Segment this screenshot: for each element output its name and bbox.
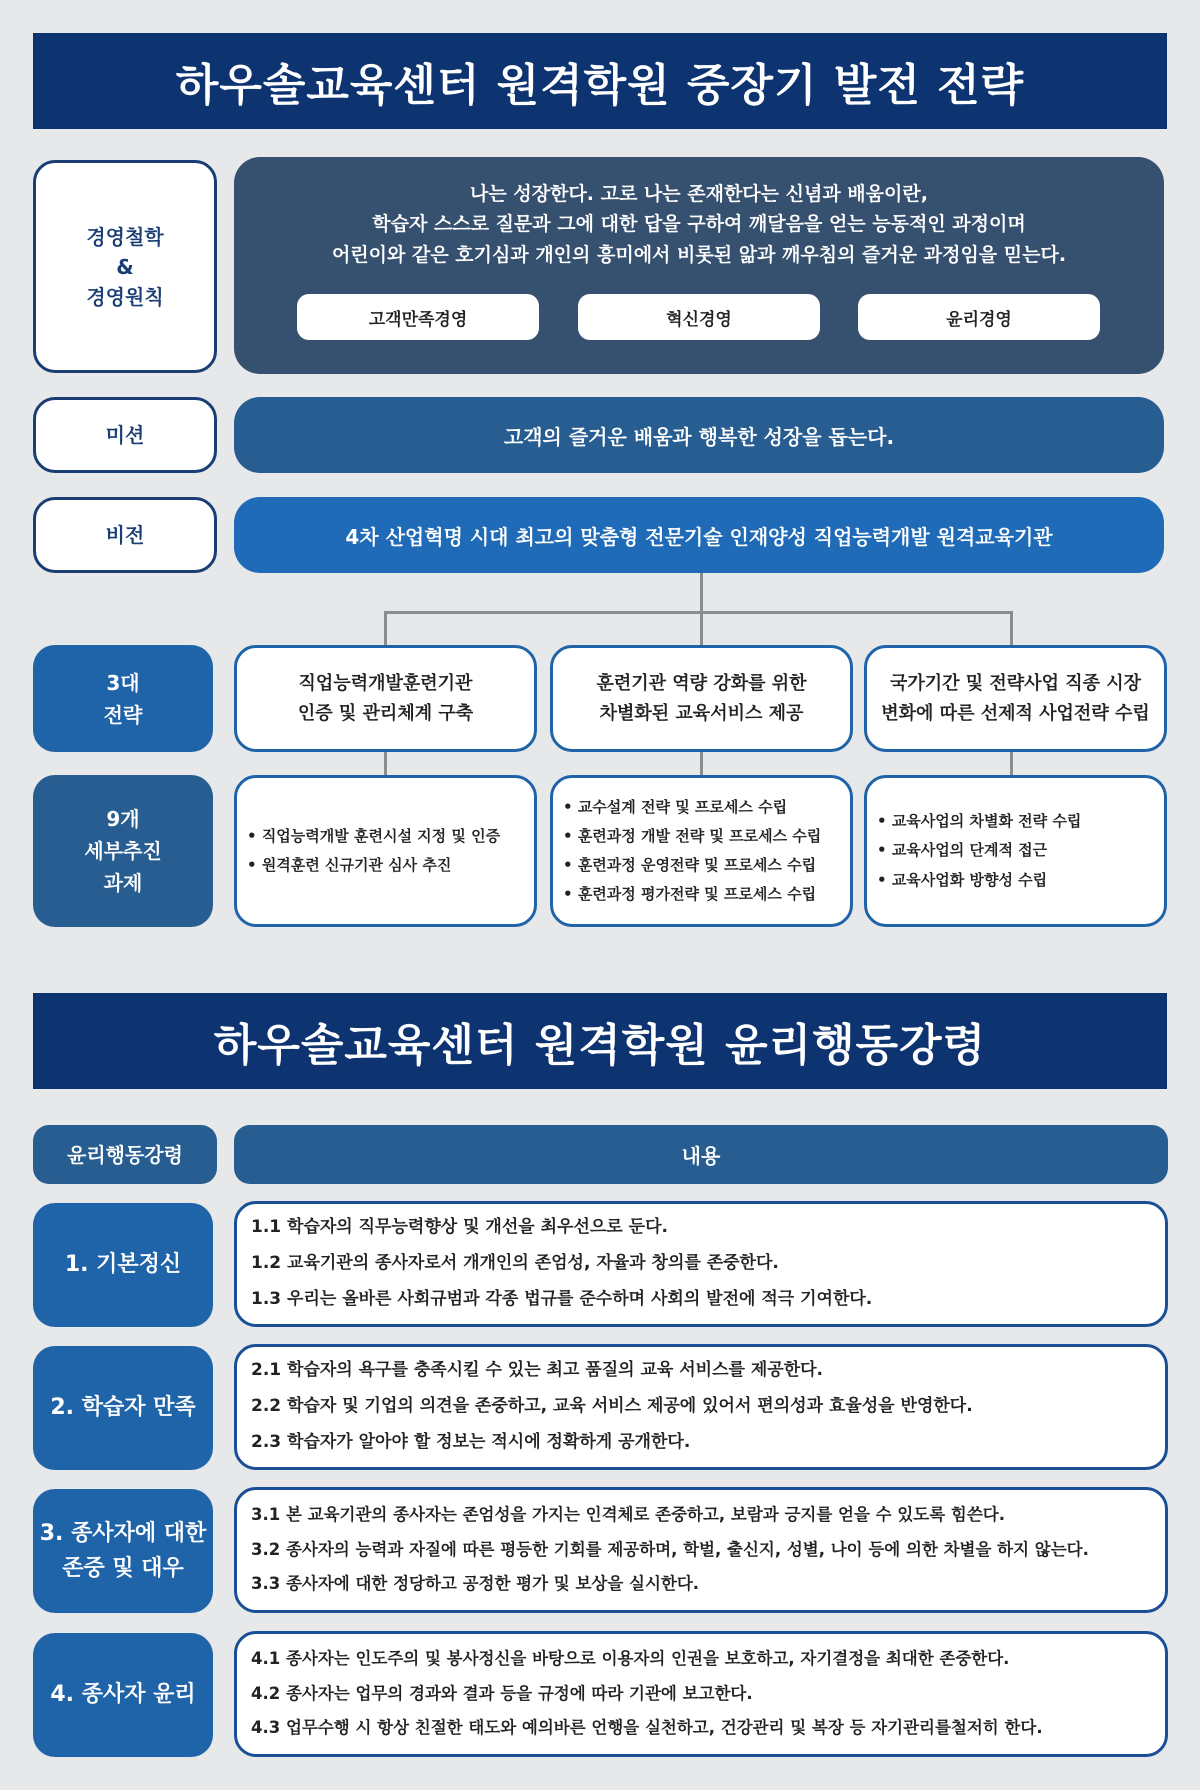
pill-ethics: 윤리경영 [858, 294, 1100, 340]
task-box-2 [550, 775, 853, 927]
task-item: • 훈련과정 개발 전략 및 프로세스 수립 [563, 822, 850, 851]
ethics-box-2 [234, 1344, 1168, 1470]
ethics-line: 3.2 종사자의 능력과 자질에 따른 평등한 기회를 제공하며, 학벌, 출신지, 성별, 나이 등에 의한 차별을 하지 않는다. [251, 1539, 1089, 1559]
philosophy-label [33, 160, 217, 373]
strategy-3-line1: 국가기간 및 전략사업 직종 시장 [889, 672, 1142, 694]
task-item: • 교육사업의 차별화 전략 수립 [877, 807, 1164, 836]
vision-label-text: 비전 [105, 523, 145, 547]
strategies-label [33, 645, 213, 752]
ethics-label-1 [33, 1203, 213, 1327]
connector-task-center [700, 752, 703, 777]
philosophy-label-line1: 경영철학 [86, 224, 164, 249]
connector-drop-center [700, 611, 703, 647]
tasks-label-line1: 9개 [106, 807, 140, 831]
strategy-1-line1: 직업능력개발훈련기관 [298, 672, 473, 694]
pill-customer-satisfaction: 고객만족경영 [297, 294, 539, 340]
strategy-3-line2: 변화에 따른 선제적 사업전략 수립 [881, 702, 1150, 724]
ethics-box-4 [234, 1631, 1168, 1757]
philosophy-text-line3: 어린이와 같은 호기심과 개인의 흥미에서 비롯된 앎과 깨우침의 즐거운 과정임을 믿는다. [331, 243, 1067, 266]
tasks-label-line3: 과제 [103, 871, 143, 895]
ethics-line: 3.3 종사자에 대한 정당하고 공정한 평가 및 보상을 실시한다. [251, 1574, 700, 1594]
ethics-line: 3.1 본 교육기관의 종사자는 존엄성을 가지는 인격체로 존중하고, 보람과 긍지를 얻을 수 있도록 힘쓴다. [251, 1505, 1006, 1525]
vision-text: 4차 산업혁명 시대 최고의 맞춤형 전문기술 인재양성 직업능력개발 원격교육기관 [345, 524, 1053, 549]
strategy-box-2 [550, 645, 853, 752]
task-item: • 직업능력개발 훈련시설 지정 및 인증 [247, 822, 534, 851]
ethics-header-label [33, 1125, 217, 1184]
ethics-line: 2.2 학습자 및 기업의 의견을 존중하고, 교육 서비스 제공에 있어서 편의성과 효율성을 반영한다. [251, 1396, 973, 1417]
mission-label-text: 미션 [105, 423, 145, 447]
connector-task-right [1010, 752, 1013, 777]
task-box-3 [864, 775, 1167, 927]
connector-horizontal [384, 611, 1013, 614]
tasks-label [33, 775, 213, 927]
tasks-label-line2: 세부추진 [84, 839, 162, 863]
ethics-header-content-text: 내용 [681, 1144, 721, 1168]
task-box-1 [234, 775, 537, 927]
philosophy-panel [234, 157, 1164, 374]
task-item: • 교육사업의 단계적 접근 [877, 836, 1164, 865]
ethics-title: 하우솔교육센터 원격학원 윤리행동강령 [213, 1020, 987, 1071]
task-item: • 훈련과정 운영전략 및 프로세스 수립 [563, 851, 850, 880]
mission-text: 고객의 즐거운 배움과 행복한 성장을 돕는다. [503, 424, 895, 449]
ethics-label-3-line2: 존중 및 대우 [62, 1556, 184, 1581]
ethics-line: 1.1 학습자의 직무능력향상 및 개선을 최우선으로 둔다. [251, 1217, 668, 1238]
task-item: • 훈련과정 평가전략 및 프로세스 수립 [563, 880, 850, 909]
vision-panel [234, 497, 1164, 573]
ethics-header-label-text: 윤리행동강령 [67, 1142, 183, 1167]
strategy-1-line2: 인증 및 관리체계 구축 [297, 702, 474, 724]
strategy-box-1 [234, 645, 537, 752]
strategies-label-line2: 전략 [103, 702, 143, 727]
ethics-label-4 [33, 1633, 213, 1757]
connector-task-left [384, 752, 387, 777]
ethics-line: 4.3 업무수행 시 항상 친절한 태도와 예의바른 언행을 실천하고, 건강관리 및 복장 등 자기관리를철저히 한다. [251, 1718, 1043, 1738]
ethics-line: 4.1 종사자는 인도주의 및 봉사정신을 바탕으로 이용자의 인권을 보호하고, 자기결정을 최대한 존중한다. [251, 1649, 1010, 1669]
strategies-label-line1: 3대 [106, 670, 140, 695]
philosophy-text-line2: 학습자 스스로 질문과 그에 대한 답을 구하여 깨달음을 얻는 능동적인 과정이며 [372, 213, 1026, 236]
mission-label [33, 397, 217, 473]
ethics-line: 2.1 학습자의 욕구를 충족시킬 수 있는 최고 품질의 교육 서비스를 제공한다. [251, 1360, 823, 1381]
ethics-title-banner [33, 993, 1167, 1089]
ethics-label-1-line1: 1. 기본정신 [64, 1252, 182, 1278]
strategy-2-line2: 차별화된 교육서비스 제공 [599, 702, 804, 724]
ethics-label-3-line1: 3. 종사자에 대한 [39, 1520, 207, 1546]
vision-label [33, 497, 217, 573]
strategy-2-line1: 훈련기관 역량 강화를 위한 [596, 672, 807, 694]
philosophy-label-line3: 경영원칙 [86, 284, 164, 309]
philosophy-label-line2: & [116, 254, 134, 279]
ethics-label-4-line1: 4. 종사자 윤리 [50, 1682, 196, 1708]
mission-panel [234, 397, 1164, 473]
ethics-line: 1.2 교육기관의 종사자로서 개개인의 존엄성, 자율과 창의를 존중한다. [251, 1253, 779, 1274]
philosophy-text-line1: 나는 성장한다. 고로 나는 존재한다는 신념과 배움이란, [470, 183, 928, 205]
task-item: • 교육사업화 방향성 수립 [877, 866, 1164, 895]
ethics-line: 4.2 종사자는 업무의 경과와 결과 등을 규정에 따라 기관에 보고한다. [251, 1683, 753, 1703]
ethics-line: 1.3 우리는 올바른 사회규범과 각종 법규를 준수하며 사회의 발전에 적극 기여한다. [251, 1288, 873, 1309]
task-item: • 원격훈련 신규기관 심사 추진 [247, 851, 534, 880]
ethics-header-content [234, 1125, 1168, 1184]
strategy-box-3 [864, 645, 1167, 752]
connector-drop-left [384, 611, 387, 647]
ethics-label-2-line1: 2. 학습자 만족 [50, 1395, 196, 1421]
strategy-title-banner [33, 33, 1167, 129]
ethics-box-3 [234, 1487, 1168, 1613]
connector-drop-right [1010, 611, 1013, 647]
ethics-box-1 [234, 1201, 1168, 1327]
connector-vertical-main [700, 573, 703, 613]
ethics-label-2 [33, 1346, 213, 1470]
ethics-line: 2.3 학습자가 알아야 할 정보는 적시에 정확하게 공개한다. [251, 1431, 691, 1452]
task-item: • 교수설계 전략 및 프로세스 수립 [563, 793, 850, 822]
pill-innovation: 혁신경영 [578, 294, 820, 340]
ethics-label-3 [33, 1489, 213, 1613]
strategy-title: 하우솔교육센터 원격학원 중장기 발전 전략 [175, 60, 1025, 111]
